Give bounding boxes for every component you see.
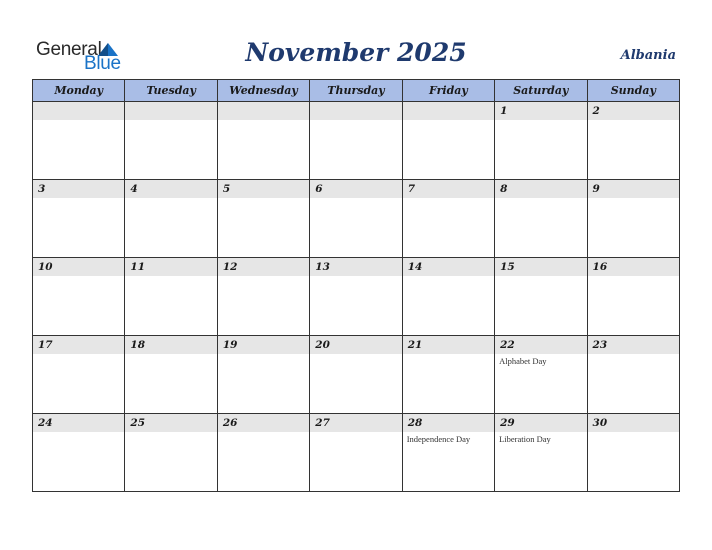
- day-number: 21: [407, 339, 423, 351]
- day-number: 28: [407, 417, 423, 429]
- day-number: 4: [130, 183, 138, 195]
- day-number: 3: [38, 183, 46, 195]
- day-cell: [310, 102, 402, 180]
- day-cell: [402, 102, 494, 180]
- day-band: [495, 102, 586, 120]
- day-number: 13: [315, 261, 330, 273]
- day-cell: [402, 336, 494, 414]
- weekday-header-row: [33, 80, 680, 102]
- day-number: 15: [500, 261, 515, 273]
- day-number: 2: [592, 105, 600, 117]
- day-band: [125, 258, 216, 276]
- day-cell: [217, 258, 309, 336]
- day-band: [33, 336, 124, 354]
- day-number: 26: [222, 417, 238, 429]
- brand-word-general: General: [36, 39, 102, 60]
- day-band: [495, 258, 586, 276]
- day-band: [588, 414, 679, 432]
- weekday-header: Tuesday: [125, 80, 217, 102]
- day-number: 20: [315, 339, 330, 351]
- day-cell: [310, 180, 402, 258]
- day-cell: [495, 258, 587, 336]
- brand-word-blue: Blue: [84, 53, 121, 74]
- day-band: [310, 336, 401, 354]
- day-band: [403, 180, 494, 198]
- day-band: [588, 336, 679, 354]
- day-cell: [310, 336, 402, 414]
- day-cell: [33, 414, 125, 492]
- day-cell: [125, 180, 217, 258]
- day-cell: [402, 258, 494, 336]
- week-row: [33, 180, 680, 258]
- weekday-header: Sunday: [587, 80, 679, 102]
- day-band: [310, 180, 401, 198]
- day-cell: [495, 336, 587, 414]
- week-row: [33, 414, 680, 492]
- day-number: 1: [500, 105, 508, 117]
- country-label: Albania: [620, 48, 676, 63]
- day-number: 22: [500, 339, 515, 351]
- day-band: [125, 102, 216, 120]
- day-cell: [33, 258, 125, 336]
- day-band: [218, 102, 309, 120]
- day-band: [125, 180, 216, 198]
- day-cell: [125, 102, 217, 180]
- day-cell: [310, 414, 402, 492]
- day-cell: [217, 102, 309, 180]
- day-band: [310, 414, 401, 432]
- day-number: 12: [222, 261, 238, 273]
- day-cell: [402, 180, 494, 258]
- day-number: 30: [592, 417, 608, 429]
- day-number: 14: [407, 261, 423, 273]
- day-number: 19: [222, 339, 238, 351]
- day-cell: [402, 414, 494, 492]
- calendar-title: November 2025: [245, 38, 467, 67]
- day-number: 27: [315, 417, 330, 429]
- day-number: 6: [315, 183, 323, 195]
- day-band: [403, 258, 494, 276]
- week-row: [33, 258, 680, 336]
- day-cell: [587, 102, 679, 180]
- day-cell: [495, 102, 587, 180]
- day-band: [310, 102, 401, 120]
- day-number: 17: [38, 339, 53, 351]
- day-band: [218, 336, 309, 354]
- weekday-header: Thursday: [310, 80, 402, 102]
- day-cell: [125, 336, 217, 414]
- day-cell: [217, 180, 309, 258]
- day-band: [495, 180, 586, 198]
- day-number: 10: [38, 261, 53, 273]
- day-band: [588, 102, 679, 120]
- weekday-header: Monday: [33, 80, 125, 102]
- day-band: [33, 102, 124, 120]
- day-band: [33, 258, 124, 276]
- day-band: [310, 258, 401, 276]
- day-band: [125, 414, 216, 432]
- week-row: [33, 102, 680, 180]
- day-number: 24: [38, 417, 53, 429]
- weekday-header: Saturday: [495, 80, 587, 102]
- day-cell: [33, 336, 125, 414]
- day-cell: [495, 414, 587, 492]
- day-number: 9: [592, 183, 600, 195]
- day-number: 7: [407, 183, 415, 195]
- day-cell: [33, 102, 125, 180]
- day-number: 25: [130, 417, 146, 429]
- day-band: [403, 336, 494, 354]
- day-cell: [587, 180, 679, 258]
- calendar-grid: [32, 79, 680, 492]
- holiday-label: Independence Day: [406, 434, 471, 444]
- day-cell: [125, 258, 217, 336]
- day-number: 29: [500, 417, 515, 429]
- day-number: 8: [500, 183, 508, 195]
- day-cell: [125, 414, 217, 492]
- day-cell: [587, 414, 679, 492]
- day-cell: [33, 180, 125, 258]
- day-band: [33, 180, 124, 198]
- day-band: [588, 180, 679, 198]
- holiday-label: Liberation Day: [499, 434, 551, 444]
- day-number: 18: [130, 339, 146, 351]
- week-row: [33, 336, 680, 414]
- day-band: [403, 414, 494, 432]
- day-band: [33, 414, 124, 432]
- day-band: [403, 102, 494, 120]
- day-band: [218, 180, 309, 198]
- day-band: [495, 336, 586, 354]
- day-number: 5: [222, 183, 231, 195]
- day-number: 16: [592, 261, 608, 273]
- day-cell: [587, 258, 679, 336]
- day-cell: [217, 336, 309, 414]
- day-number: 11: [130, 261, 146, 273]
- day-cell: [217, 414, 309, 492]
- weekday-header: Friday: [402, 80, 494, 102]
- weekday-header: Wednesday: [217, 80, 309, 102]
- day-band: [218, 258, 309, 276]
- day-number: 23: [592, 339, 608, 351]
- day-band: [495, 414, 586, 432]
- day-band: [125, 336, 216, 354]
- day-cell: [587, 336, 679, 414]
- day-band: [218, 414, 309, 432]
- holiday-label: Alphabet Day: [499, 356, 547, 366]
- day-cell: [495, 180, 587, 258]
- day-band: [588, 258, 679, 276]
- day-cell: [310, 258, 402, 336]
